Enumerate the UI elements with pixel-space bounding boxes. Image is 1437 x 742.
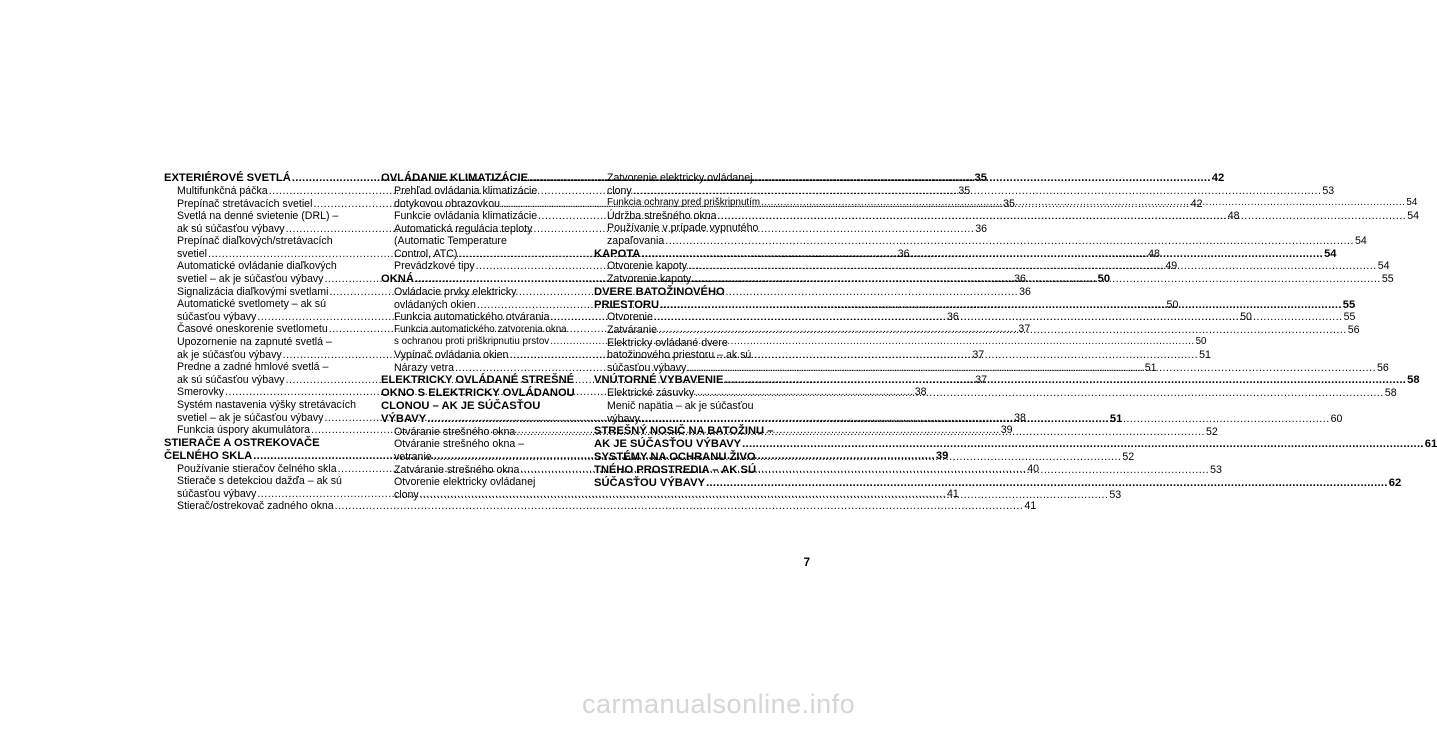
toc-entry[interactable]: Prehľad ovládania klimatizácie dotykovou obrazovkou ..... 42	[381, 185, 575, 210]
toc-heading[interactable]: DVERE BATOŽINOVÉHO PRIESTORU ..... 55	[594, 286, 790, 312]
toc-entry[interactable]: Otvorenie ..... 55	[594, 311, 790, 324]
toc-heading[interactable]: VNÚTORNÉ VYBAVENIE ..... 58	[594, 374, 790, 387]
toc-entry[interactable]: Zatvorenie kapoty ..... 55	[594, 273, 790, 286]
toc-entry[interactable]: Svetlá na denné svietenie (DRL) – ak sú súčasťou výbavy ..... 36	[164, 210, 360, 235]
toc-entry[interactable]: Elektricky ovládané dvere batožinového priestoru – ak sú súčasťou výbavy ..... 56	[594, 337, 790, 375]
toc-entry[interactable]: Automatické ovládanie diaľkových svetiel – ak je súčasťou výbavy ..... 36	[164, 260, 360, 285]
toc-entry[interactable]: Smerovky ..... 38	[164, 386, 360, 399]
toc-entry[interactable]: Funkcia automatického zatvorenia okna s ochranou proti priškripnutiu prstov ..... 50	[381, 324, 575, 349]
toc-entry[interactable]: Predne a zadné hmlové svetlá – ak sú súčasťou výbavy ..... 37	[164, 361, 360, 386]
toc-entry[interactable]: Upozornenie na zapnuté svetlá – ak je súčasťou výbavy ..... 37	[164, 336, 360, 361]
toc-heading[interactable]: KAPOTA ..... 54	[594, 248, 790, 261]
toc-entry[interactable]: Menič napätia – ak je súčasťou výbavy ..... 60	[594, 400, 790, 425]
toc-entry[interactable]: Stierač/ostrekovač zadného okna ..... 41	[164, 500, 360, 513]
toc-entry[interactable]: Vypínač ovládania okien ..... 51	[381, 349, 575, 362]
toc-entry[interactable]: Zatváranie strešného okna ..... 53	[381, 464, 575, 477]
toc-entry[interactable]: Multifunkčná páčka ..... 35	[164, 185, 360, 198]
watermark: carmanualsonline.info	[582, 689, 856, 719]
toc-entry[interactable]: Signalizácia diaľkovými svetlami ..... 36	[164, 286, 360, 299]
toc-entry[interactable]: Prevádzkové tipy ..... 49	[381, 260, 575, 273]
toc-entry[interactable]: Elektrické zásuvky ..... 58	[594, 387, 790, 400]
toc-heading[interactable]: ELEKTRICKY OVLÁDANÉ STREŠNÉ OKNO S ELEKTRICKY OVLÁDANOU CLONOU – AK JE SÚČASŤOU VÝBAVY ..... 51	[381, 374, 575, 426]
toc-entry[interactable]: Funkcia úspory akumulátora ..... 39	[164, 424, 360, 437]
toc-entry[interactable]: Funkcie ovládania klimatizácie ..... 48	[381, 210, 575, 223]
toc-heading[interactable]: EXTERIÉROVÉ SVETLÁ ..... 35	[164, 172, 360, 185]
toc-entry[interactable]: Otváranie strešného okna ..... 52	[381, 426, 575, 439]
toc-entry[interactable]: Používanie stieračov čelného skla ..... 40	[164, 463, 360, 476]
toc-heading[interactable]: STREŠNÝ NOSIČ NA BATOŽINU – AK JE SÚČASŤOU VÝBAVY ..... 61	[594, 425, 790, 451]
toc-entry[interactable]: Otvorenie elektricky ovládanej clony ..... 53	[381, 476, 575, 501]
toc-entry[interactable]: Ovládacie prvky elektricky ovládaných okien ..... 50	[381, 286, 575, 311]
toc-heading[interactable]: SYSTÉMY NA OCHRANU ŽIVO TNÉHO PROSTREDIA – AK SÚ SÚČASŤOU VÝBAVY ..... 62	[594, 451, 790, 490]
page-number: 7	[803, 557, 810, 569]
toc-entry[interactable]: Automatické svetlomety – ak sú súčasťou výbavy ..... 36	[164, 298, 360, 323]
toc-heading[interactable]: OKNÁ ..... 50	[381, 273, 575, 286]
toc-heading[interactable]: OVLÁDANIE KLIMATIZÁCIE ..... 42	[381, 172, 575, 185]
toc-entry[interactable]: Používanie v prípade vypnutého zapaľovania ..... 54	[594, 222, 790, 247]
toc-entry[interactable]: Funkcia automatického otvárania ..... 50	[381, 311, 575, 324]
toc-entry[interactable]: Prepínač stretávacích svetiel ..... 35	[164, 198, 360, 211]
toc-entry[interactable]: Nárazy vetra ..... 51	[381, 362, 575, 375]
toc-entry[interactable]: Zatváranie ..... 56	[594, 324, 790, 337]
toc-entry[interactable]: Stierače s detekciou dažďa – ak sú súčasťou výbavy ..... 41	[164, 475, 360, 500]
toc-entry[interactable]: Otváranie strešného okna – vetranie ..... 52	[381, 438, 575, 463]
toc-entry[interactable]: Automatická regulácia teploty (Automatic Temperature Control, ATC) ..... 48	[381, 223, 575, 261]
toc-entry[interactable]: Časové oneskorenie svetlometu ..... 37	[164, 323, 360, 336]
toc-heading[interactable]: STIERAČE A OSTREKOVAČE ČELNÉHO SKLA ..... 39	[164, 437, 360, 463]
toc-entry[interactable]: Otvorenie kapoty ..... 54	[594, 260, 790, 273]
toc-entry[interactable]: Systém nastavenia výšky stretávacích svetiel – ak je súčasťou výbavy ..... 38	[164, 399, 360, 424]
toc-entry[interactable]: Zatvorenie elektricky ovládanej clony ..... 53	[594, 172, 790, 197]
toc-entry[interactable]: Prepínač diaľkových/stretávacích svetiel ..... 36	[164, 235, 360, 260]
toc-entry[interactable]: Údržba strešného okna ..... 54	[594, 210, 790, 223]
toc-entry[interactable]: Funkcia ochrany pred priškripnutím ..... 54	[594, 197, 790, 210]
